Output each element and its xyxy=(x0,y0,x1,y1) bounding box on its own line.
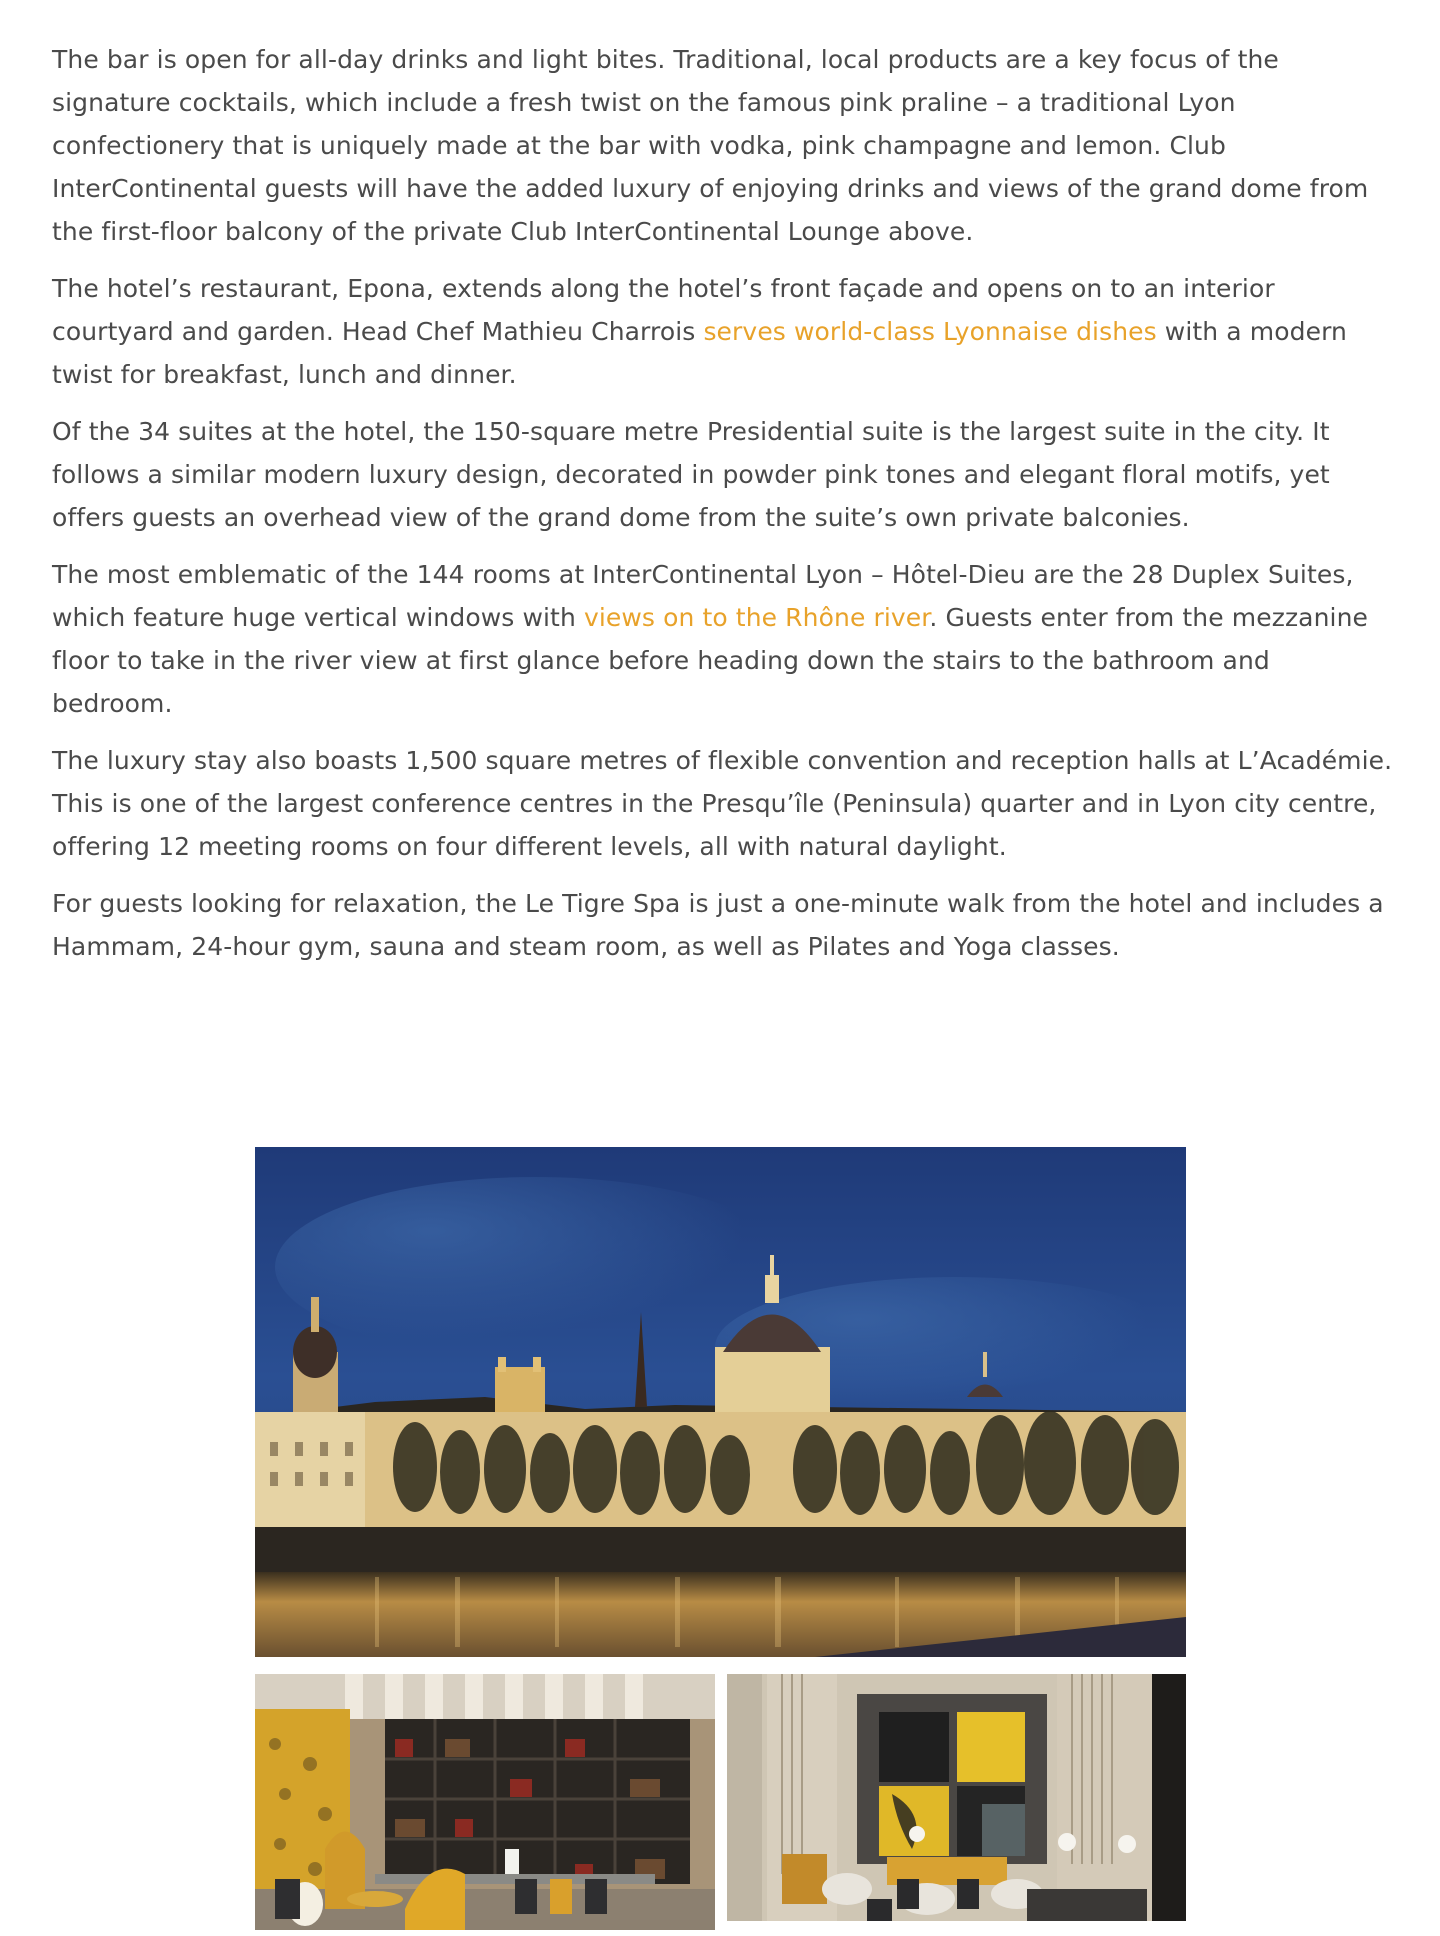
hotel-dieu-photo xyxy=(255,1147,1186,1657)
paragraph-conference xyxy=(52,739,1397,868)
library-lounge-image xyxy=(255,1674,715,1930)
paragraph-text: with a modern twist for breakfast, lunch and dinner. xyxy=(52,317,1347,389)
paragraph-suites xyxy=(52,410,1397,539)
paragraph-restaurant xyxy=(52,267,1397,396)
paragraph-text: Of the 34 suites at the hotel, the 150-square metre Presidential suite is the largest suite in the city. It follows a similar modern luxury design, decorated in powder pink tones and elegant floral motifs, yet offers guests an overhead view of the grand dome from the suite’s own private balconies. xyxy=(52,417,1330,532)
paragraph-text: The luxury stay also boasts 1,500 square metres of flexible convention and reception halls at L’Académie. This is one of the largest conference centres in the Presqu’île (Peninsula) quarter and in Lyon city centre, offering 12 meeting rooms on four different levels, all with natural daylight. xyxy=(52,746,1393,861)
paragraph-text: The most emblematic of the 144 rooms at InterContinental Lyon – Hôtel-Dieu are the 28 Duplex Suites, which feature huge vertical windows with xyxy=(52,560,1354,632)
paragraph-text: For guests looking for relaxation, the Le Tigre Spa is just a one-minute walk from the hotel and includes a Hammam, 24-hour gym, sauna and steam room, as well as Pilates and Yoga classes. xyxy=(52,889,1384,961)
paragraph-bar xyxy=(52,38,1397,253)
article-body xyxy=(52,38,1397,982)
lyonnaise-dishes-link[interactable]: serves world-class Lyonnaise dishes xyxy=(703,317,1157,346)
columns-lounge-image xyxy=(727,1674,1186,1921)
paragraph-rooms xyxy=(52,553,1397,725)
paragraph-text: The bar is open for all-day drinks and light bites. Traditional, local products are a key focus of the signature cocktails, which include a fresh twist on the famous pink praline – a traditional Lyon confectionery that is uniquely made at the bar with vodka, pink champagne and lemon. Club InterContinental guests will have the added luxury of enjoying drinks and views of the grand dome from the first-floor balcony of the private Club InterContinental Lounge above. xyxy=(52,45,1369,246)
paragraph-spa xyxy=(52,882,1397,968)
hotel-dieu-image xyxy=(255,1147,1186,1657)
columns-lounge-photo xyxy=(727,1674,1186,1921)
paragraph-text: The hotel’s restaurant, Epona, extends along the hotel’s front façade and opens on to an interior courtyard and garden. Head Chef Mathieu Charrois xyxy=(52,274,1275,346)
paragraph-text: . Guests enter from the mezzanine floor to take in the river view at first glance before heading down the stairs to the bathroom and bedroom. xyxy=(52,603,1368,718)
rhone-river-link[interactable]: views on to the Rhône river xyxy=(583,603,930,632)
library-lounge-photo xyxy=(255,1674,715,1930)
